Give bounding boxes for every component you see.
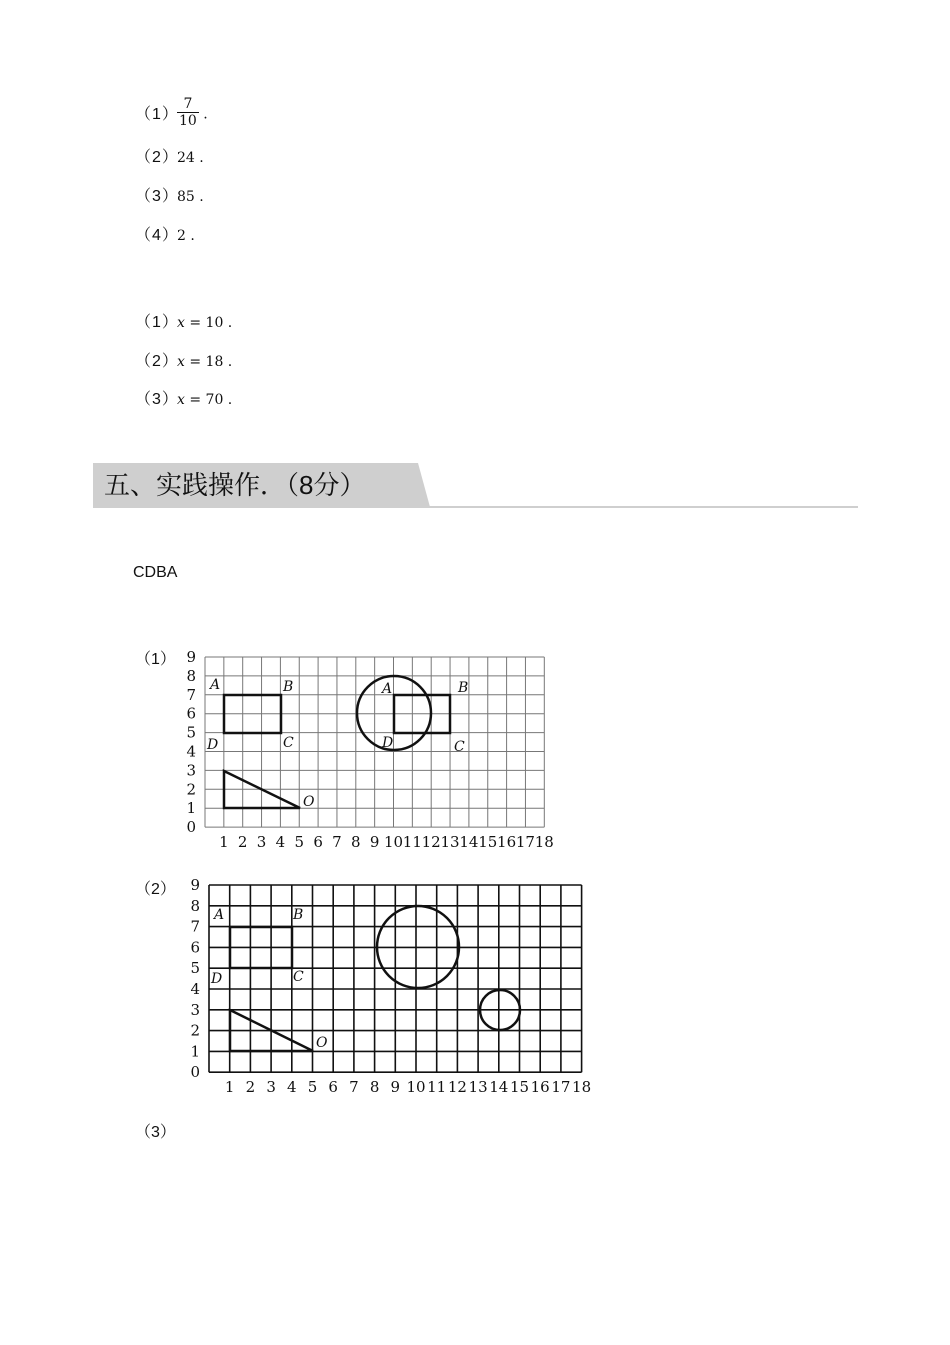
x-tick-label: 3 — [256, 833, 267, 852]
label-b: B — [283, 679, 294, 695]
answer-tail: . — [185, 228, 195, 244]
label-d: D — [382, 735, 394, 751]
label-a: A — [210, 677, 221, 693]
question-label-2: （2） — [135, 881, 176, 898]
label-o: O — [316, 1035, 328, 1051]
label-c: C — [454, 739, 465, 755]
x-tick-label: 12 — [421, 833, 441, 852]
y-tick-label: 6 — [190, 938, 200, 957]
fraction-numerator: 7 — [177, 96, 199, 113]
label-d: D — [207, 737, 219, 753]
y-tick-label: 1 — [190, 1042, 200, 1061]
answer-tail: . — [194, 150, 204, 166]
answer-tail: . — [223, 315, 233, 331]
x-tick-label: 13 — [468, 1078, 488, 1097]
answer-tail: . — [198, 106, 208, 123]
x-tick-label: 11 — [402, 833, 422, 852]
choice-answer: CDBA — [133, 564, 178, 581]
x-tick-label: 4 — [287, 1078, 297, 1097]
y-tick-label: 7 — [186, 685, 196, 704]
grid-1-lines — [205, 657, 544, 827]
x-tick-label: 12 — [447, 1078, 467, 1097]
answer-1-4 — [135, 226, 195, 246]
answer-value: 24 — [177, 150, 195, 166]
answer-value: 2 — [177, 228, 186, 244]
x-tick-label: 14 — [489, 1078, 509, 1097]
fraction-denominator: 10 — [179, 113, 197, 129]
answer-1-1 — [135, 96, 208, 129]
x-tick-label: 14 — [459, 833, 479, 852]
answer-equation: = 70 — [184, 392, 224, 408]
x-tick-label: 5 — [307, 1078, 318, 1097]
y-tick-label: 3 — [186, 761, 196, 780]
y-tick-label: 3 — [190, 1000, 200, 1019]
answer-variable: x — [177, 315, 185, 331]
rectangle-abcd — [230, 927, 292, 968]
answer-variable: x — [177, 354, 185, 370]
label-c: C — [283, 735, 294, 751]
x-tick-label: 2 — [245, 1078, 256, 1097]
large-circle — [377, 906, 459, 988]
fraction — [177, 96, 199, 129]
x-tick-label: 3 — [266, 1078, 276, 1097]
x-tick-label: 11 — [427, 1078, 447, 1097]
answer-number: （2） — [135, 353, 179, 370]
answer-tail: . — [223, 354, 233, 370]
grid-1-shapes — [224, 676, 450, 808]
x-tick-label: 5 — [294, 833, 305, 852]
grid-1-ticks — [186, 648, 553, 851]
x-tick-label: 9 — [390, 1078, 401, 1097]
answer-number: （3） — [135, 391, 179, 408]
section-divider — [93, 506, 858, 508]
answer-number: （3） — [135, 188, 179, 205]
answer-variable: x — [177, 392, 185, 408]
x-tick-label: 15 — [509, 1078, 530, 1097]
rectangle-abcd-translated — [394, 695, 450, 733]
y-tick-label: 4 — [190, 980, 200, 998]
y-tick-label: 8 — [190, 896, 200, 915]
answer-1-2 — [135, 148, 204, 168]
y-tick-label: 1 — [186, 799, 196, 818]
label-b: B — [293, 907, 304, 923]
x-tick-label: 10 — [406, 1078, 426, 1097]
question-label-1: （1） — [135, 651, 176, 668]
grid-2-lines — [209, 885, 582, 1072]
answer-tail: . — [223, 392, 233, 408]
triangle — [230, 1010, 313, 1051]
x-tick-label: 9 — [369, 833, 380, 852]
answer-equation: = 10 — [184, 315, 224, 331]
answer-equation: = 18 — [184, 354, 224, 370]
label-o: O — [303, 794, 315, 810]
y-tick-label: 2 — [190, 1021, 200, 1040]
y-tick-label: 5 — [186, 723, 196, 742]
x-tick-label: 18 — [572, 1078, 592, 1097]
y-tick-label: 7 — [190, 917, 200, 936]
y-tick-label: 0 — [186, 818, 196, 837]
triangle — [224, 771, 300, 808]
circle — [357, 676, 431, 750]
y-tick-label: 4 — [186, 742, 196, 761]
x-tick-label: 18 — [534, 833, 554, 852]
label-a: A — [382, 681, 393, 697]
question-label-3: （3） — [135, 1124, 176, 1141]
grid-2-labels — [210, 907, 328, 1051]
y-tick-label: 5 — [190, 959, 200, 978]
x-tick-label: 4 — [275, 833, 286, 852]
x-tick-label: 17 — [515, 833, 535, 852]
x-tick-label: 6 — [313, 833, 323, 852]
y-tick-label: 9 — [186, 648, 196, 666]
answer-number: （1） — [135, 314, 179, 331]
x-tick-label: 15 — [478, 833, 498, 852]
answer-value: 85 — [177, 189, 195, 205]
x-tick-label: 8 — [369, 1078, 380, 1097]
answer-1-3 — [135, 187, 204, 207]
y-tick-label: 6 — [186, 704, 196, 723]
y-tick-label: 2 — [186, 780, 196, 799]
x-tick-label: 16 — [530, 1078, 550, 1097]
answer-2-3 — [135, 390, 232, 410]
x-tick-label: 1 — [219, 833, 229, 852]
x-tick-label: 7 — [349, 1078, 359, 1097]
grid-2-ticks — [190, 876, 591, 1096]
label-a: A — [214, 907, 225, 923]
answer-2-1 — [135, 313, 232, 333]
answer-number: （4） — [135, 227, 179, 244]
label-d: D — [211, 971, 223, 987]
x-tick-label: 7 — [332, 833, 342, 852]
label-b: B — [458, 680, 469, 696]
x-tick-label: 10 — [383, 833, 404, 852]
section-title: 五、实践操作．（8分） — [104, 470, 366, 500]
y-tick-label: 0 — [190, 1063, 200, 1082]
x-tick-label: 16 — [497, 833, 517, 852]
x-tick-label: 1 — [224, 1078, 235, 1097]
answer-number: （1） — [135, 105, 179, 123]
x-tick-label: 2 — [237, 833, 248, 852]
x-tick-label: 13 — [440, 833, 460, 852]
answer-2-2 — [135, 352, 232, 372]
answer-number: （2） — [135, 149, 179, 166]
y-tick-label: 9 — [190, 876, 200, 894]
rectangle-abcd — [224, 695, 281, 733]
answer-tail: . — [194, 189, 204, 205]
grid-2-shapes — [230, 906, 520, 1051]
x-tick-label: 17 — [551, 1078, 571, 1097]
small-circle — [480, 990, 520, 1030]
x-tick-label: 6 — [328, 1078, 338, 1097]
y-tick-label: 8 — [186, 666, 196, 685]
grid-1-labels — [206, 677, 468, 810]
label-c: C — [293, 969, 304, 985]
x-tick-label: 8 — [351, 833, 361, 852]
